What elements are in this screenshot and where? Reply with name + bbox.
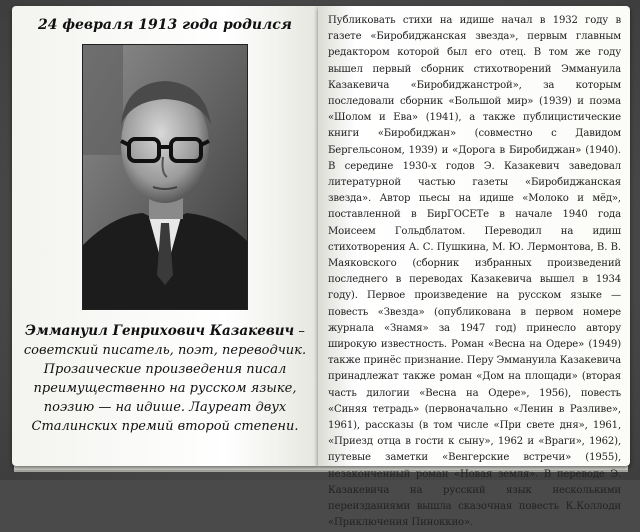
portrait-photo: [82, 44, 248, 310]
person-description: – советский писатель, поэт, переводчик. Прозаические произведения писал преимущественно на русском языке, поэзию — на идише. Лауреат двух Сталинских премий второй степени.: [23, 324, 307, 434]
date-title: 24 февраля 1913 года родился: [38, 17, 292, 33]
page-stack-left: [14, 466, 318, 472]
portrait-caption: [16, 322, 314, 436]
person-name: Эммануил Генрихович Казакевич: [25, 323, 295, 339]
biography-text: Публиковать стихи на идише начал в 1932 году в газете «Биробиджанская звезда», первым главным редактором которой был его отец. В том же году вышел первый сборник стихотворений Эммануила Казакевича «Биробиджанстрой», за которым последовали сборник «Большой мир» (1939) и поэма «Шолом и Ева» (1941), а также публицистические книги «Биробиджан» (совместно с Давидом Бергельсоном, 1939) и «Дорога в Биробиджан» (1940). В середине 1930-х годов Э. Казакевич заведовал литературной частью газеты «Биробиджанская звезда». Автор пьесы на идише «Молоко и мёд», поставленной в БирГОСЕТе в начале 1940 года Моисеем Гольдблатом. Переводил на идиш стихотворения А. С. Пушкина, М. Ю. Лермонтова, В. В. Маяковского (сборник избранных произведений последнего в переводах Казакевича вышел в 1934 году). Первое произведение на русском языке — повесть «Звезда» (опубликована в первом номере журнала «Знамя» за 1947 год) принесло автору широкую известность. Роман «Весна на Одере» (1949) также принёс признание. Перу Эммануила Казакевича принадлежат также роман «Дом на площади» (вторая часть дилогии «Весна на Одере», 1956), повесть «Синяя тетрадь» (первоначально «Ленин в Разливе», 1961), рассказы (в том числе «При свете дня», 1961, «Приезд отца в гости к сыну», 1962 и «Враги», 1962), путевые заметки «Венгерские встречи» (1955), незаконченный роман «Новая земля». В переводе Э. Казакевича на русский язык несколькими переизданиями вышла сказочная повесть К.Коллоди «Приключения Пиноккио».: [328, 15, 621, 529]
